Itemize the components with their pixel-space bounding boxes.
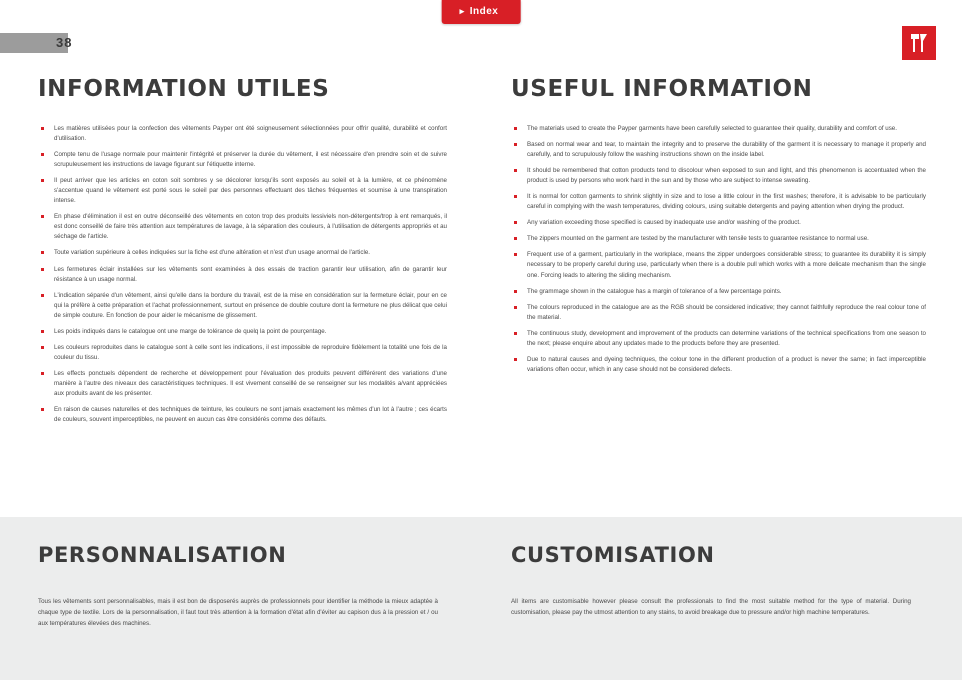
list-item: The continuous study, development and improvement of the products can determine variations of the technical specifications from one season to the next; please enquire about any updates made to the products before they are presented. [511, 329, 926, 349]
customisation-band [0, 517, 962, 680]
customisation-en [481, 517, 962, 680]
page-title-en: USEFUL INFORMATION [511, 76, 813, 102]
list-item: En raison de causes naturelles et des techniques de teinture, les couleurs ne sont jamais exactement les mêmes d'un lot à l'autre ; ces écarts de couleurs, souvent imperceptibles, ne peuvent en aucun cas être considérés comme des défauts. [38, 405, 447, 425]
list-item: Based on normal wear and tear, to maintain the integrity and to preserve the durability of the garment it is necessary to manage it properly and carefully, and to scrupulously follow the washing instructions shown on the inside label. [511, 140, 926, 160]
chevron-right-icon: ▸ [459, 6, 465, 16]
bullet-list-en [511, 124, 926, 375]
list-item: Les couleurs reproduites dans le catalogue sont à celle sont les indications, il est impossible de reproduire fidèlement la totalité une fois de la couleur du tissu. [38, 343, 447, 363]
page-number: 38 [56, 35, 73, 50]
list-item: Toute variation supérieure à celles indiquées sur la fiche est d'une altération et n'est d'un usage anormal de l'article. [38, 248, 447, 258]
section-text-customisation: All items are customisable however please consult the professionals to find the most suitable method for the type of material. During customisation, please pay the utmost attention to any stains, to avoid breakage due to pressure and/or high machine temperatures. [511, 598, 911, 616]
section-text-personnalisation: Tous les vêtements sont personnalisables, mais il est bon de disposerés auprès de professionnels pour identifier la méthode la mieux adaptée à chaque type de textile. Lors de la personnalisation, il faut tout très attention à la formation d'état afin d'éviter au capison dus à la pression et / ou aux températures élevées des machines. [38, 598, 438, 627]
list-item: Any variation exceeding those specified is caused by inadequate use and/or washing of the product. [511, 218, 926, 228]
list-item: Il peut arriver que les articles en coton soit sombres y se décolorer lorsqu'ils sont exposés au soleil et à la lumière, et ce phénomène s'accentue quand le vêtement est porté sous le soleil par des personnes effectuant des tâches fréquentes et soumise à une transpiration intense. [38, 176, 447, 206]
index-tab-label: Index [469, 6, 499, 17]
list-item: L'indication séparée d'un vêtement, ainsi qu'elle dans la bordure du travail, est de la mise en considération sur la fermeture éclair, pour en ce qui la préfère à cette préparation et l'achat professionnement, surtout en présence de double couture dont la fermeture ne plus délicat que celui de simple couture. En fonction de pour aider le mécanisme de glissement. [38, 291, 447, 321]
list-item: It is normal for cotton garments to shrink slightly in size and to lose a little colour in the first washes; therefore, it is advisable to be particularly careful in complying with the wash temperatures, dividing colours, using suitable detergents and paying attention when drying the product. [511, 192, 926, 212]
section-title-customisation: CUSTOMISATION [511, 543, 715, 567]
column-english [481, 62, 962, 517]
page-title-fr: INFORMATION UTILES [38, 76, 330, 102]
main-content [0, 62, 962, 517]
index-tab[interactable] [442, 0, 521, 24]
list-item: Les matières utilisées pour la confection des vêtements Payper ont été soigneusement sélectionnées pour offrir qualité, durabilité et confort d'utilisation. [38, 124, 447, 144]
list-item: Compte tenu de l'usage normale pour maintenir l'intégrité et préserver la durée du vêtement, il est nécessaire d'en prendre soin et de suivre scrupuleusement les instructions de lavage figurant sur l'étiquette interne. [38, 150, 447, 170]
customisation-fr [0, 517, 481, 680]
list-item: Les poids indiqués dans le catalogue ont une marge de tolérance de quelq la point de pourçentage. [38, 327, 447, 337]
list-item: It should be remembered that cotton products tend to discolour when exposed to sun and light, and this phenomenon is accentuated when the product is used by persons who work hard in the sun and by those who are subject to intense sweating. [511, 166, 926, 186]
list-item: Les effects ponctuels dépendent de recherche et développement pour l'évaluation des produits peuvent différérent des variations d'une manière à l'autre des niveaux des caractéristiques techniques. Il est vivement conseillé de se renseigner sur les modalités a/vant appréciées aux produits avant de les présenter. [38, 369, 447, 399]
list-item: The zippers mounted on the garment are tested by the manufacturer with tensile tests to guarantee resistance to normal use. [511, 234, 926, 244]
list-item: The grammage shown in the catalogue has a margin of tolerance of a few percentage points. [511, 287, 926, 297]
list-item: Due to natural causes and dyeing techniques, the colour tone in the different production of a product is never the same; in fact imperceptible variations often occur, which in any case should not be considered defects. [511, 355, 926, 375]
list-item: The materials used to create the Payper garments have been carefully selected to guarantee their quality, durability and comfort of use. [511, 124, 926, 134]
list-item: Frequent use of a garment, particularly in the workplace, means the zipper undergoes considerable stress; to guarantee its durability it is simply necessary to be properly careful during use, particularly when there is a double pull which works with a more delicate mechanism than the single one. Forcing leads to altering the sliding mechanism. [511, 250, 926, 280]
brand-logo-icon [909, 32, 929, 54]
column-french [0, 62, 481, 517]
brand-logo [902, 26, 936, 60]
bullet-list-fr [38, 124, 447, 425]
list-item: En phase d'élimination il est en outre déconseillé des vêtements en coton trop des produits lessiviels non-détergents/trop à ent remarqués, il est donc conseillé de faire très attention aux températures de lavage, à la séparation des couleurs, à l'utilisation de détergents appropriés et au séchage de l'article. [38, 212, 447, 242]
list-item: Les fermetures éclair installées sur les vêtements sont examinées à des essais de traction garantir leur utilisation, afin de garantir leur résistance à un usage normal. [38, 265, 447, 285]
list-item: The colours reproduced in the catalogue are as the RGB should be considered indicative; they cannot faithfully reproduce the real colour tone of the material. [511, 303, 926, 323]
section-title-personnalisation: PERSONNALISATION [38, 543, 287, 567]
